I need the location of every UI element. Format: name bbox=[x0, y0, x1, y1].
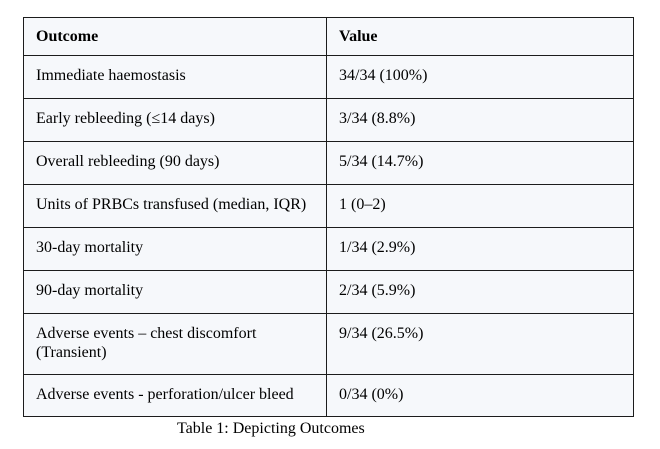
outcome-cell: Units of PRBCs transfused (median, IQR) bbox=[24, 185, 327, 228]
table-row bbox=[24, 56, 634, 99]
outcomes-table bbox=[23, 17, 634, 417]
value-cell: 9/34 (26.5%) bbox=[327, 314, 634, 375]
table-row bbox=[24, 375, 634, 417]
column-header-outcome: Outcome bbox=[24, 18, 327, 56]
value-cell: 34/34 (100%) bbox=[327, 56, 634, 99]
value-cell: 3/34 (8.8%) bbox=[327, 99, 634, 142]
outcome-cell: Adverse events – chest discomfort (Transient) bbox=[24, 314, 327, 375]
outcome-cell: 30-day mortality bbox=[24, 228, 327, 271]
table-header-row bbox=[24, 18, 634, 56]
value-cell: 1 (0–2) bbox=[327, 185, 634, 228]
outcome-cell: Immediate haemostasis bbox=[24, 56, 327, 99]
value-cell: 2/34 (5.9%) bbox=[327, 271, 634, 314]
outcome-cell: Early rebleeding (≤14 days) bbox=[24, 99, 327, 142]
value-cell: 0/34 (0%) bbox=[327, 375, 634, 417]
value-cell: 1/34 (2.9%) bbox=[327, 228, 634, 271]
column-header-value: Value bbox=[327, 18, 634, 56]
outcome-cell: 90-day mortality bbox=[24, 271, 327, 314]
table-row bbox=[24, 185, 634, 228]
outcome-cell: Overall rebleeding (90 days) bbox=[24, 142, 327, 185]
table-row bbox=[24, 271, 634, 314]
table-row bbox=[24, 314, 634, 375]
table-row bbox=[24, 142, 634, 185]
table-row bbox=[24, 99, 634, 142]
outcome-cell: Adverse events - perforation/ulcer bleed bbox=[24, 375, 327, 417]
value-cell: 5/34 (14.7%) bbox=[327, 142, 634, 185]
table-row bbox=[24, 228, 634, 271]
table-caption: Table 1: Depicting Outcomes bbox=[177, 420, 365, 437]
